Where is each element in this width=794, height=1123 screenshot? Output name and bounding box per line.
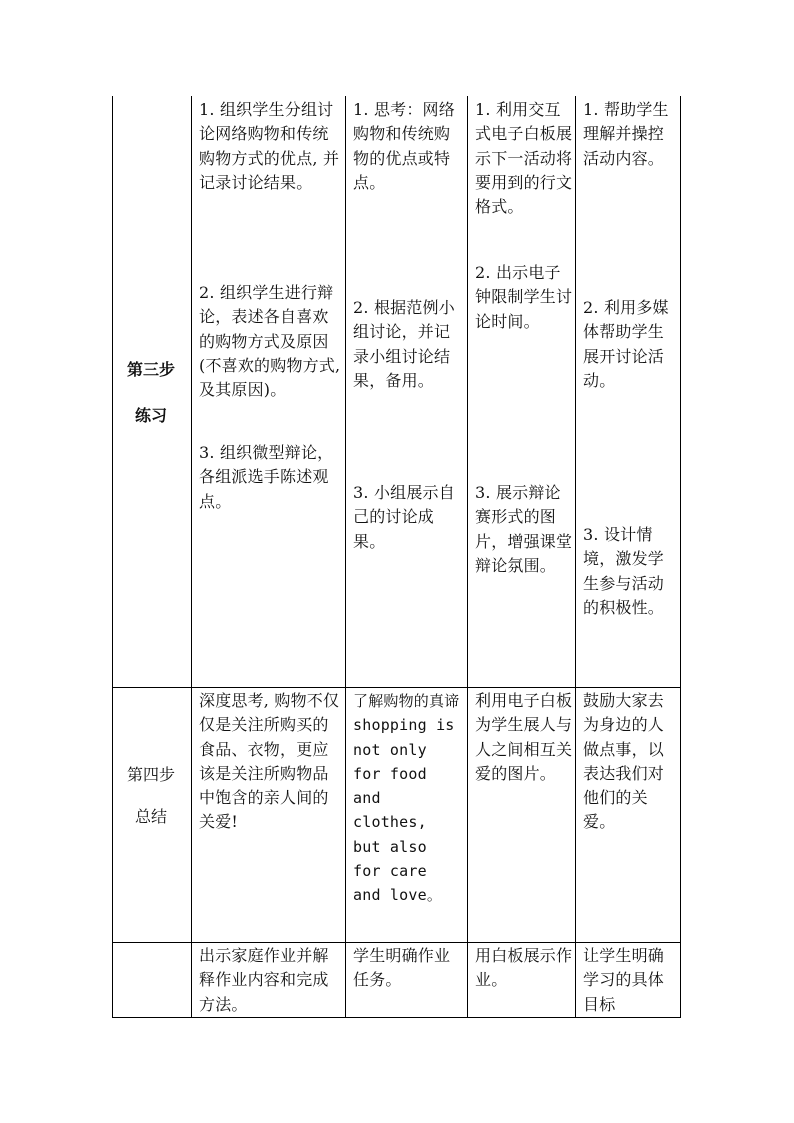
column-divider: [575, 96, 576, 1018]
row3-student-1: 1. 思考：网络购物和传统购物的优点或特点。: [353, 100, 455, 192]
row4-purpose: 鼓励大家去为身边的人做点事，以表达我们对他们的关爱。: [583, 691, 665, 832]
row5-teacher: 出示家庭作业并解释作业内容和完成方法。: [199, 946, 329, 1014]
row3-media-3: 3. 展示辩论 赛形式的图片，增强课堂辩论氛围。: [475, 483, 573, 575]
row3-teacher-1: 1. 组织学生分组讨论网络购物和传统购物方式的优点, 并记录讨论结果。: [199, 100, 340, 192]
row3-purpose-1: 1. 帮助学生理解并操控活动内容。: [583, 100, 669, 168]
row3-student-2: 2. 根据范例小组讨论，并记录小组讨论结果，备用。: [353, 298, 455, 390]
row5-purpose: 让学生明确学习的具体目标: [583, 946, 665, 1014]
row3-purpose-2: 2. 利用多媒体帮助学生展开讨论活动。: [583, 298, 669, 390]
table-border-right: [680, 96, 681, 1018]
row3-purpose-3: 3. 设计情境，激发学生参与活动的积极性。: [583, 525, 665, 617]
step-4-title: 第四步: [126, 765, 175, 784]
lesson-plan-table: [112, 96, 681, 1018]
step-4-subtitle: 总结: [134, 807, 167, 826]
table-border-bottom: [112, 1017, 681, 1018]
column-divider: [467, 96, 468, 1018]
row4-media: 利用电子白板为学生展人与人之间相互关爱的图片。: [475, 691, 573, 783]
row5-media: 用白板展示作业。: [475, 946, 573, 990]
step-3-subtitle: 练习: [134, 406, 167, 425]
row4-teacher: 深度思考, 购物不仅仅是关注所购买的食品、衣物，更应该是关注所购物品中饱含的亲人间的关爱!: [199, 691, 340, 832]
row3-student-3: 3. 小组展示自己的讨论成果。: [353, 483, 455, 551]
row3-media-2: 2. 出示电子钟限制学生讨论时间。: [475, 263, 573, 331]
row5-student: 学生明确作业任务。: [353, 946, 451, 990]
row-divider: [112, 942, 681, 943]
row3-media-1: 1. 利用交互式电子白板展示下一活动将要用到的行文格式。: [475, 100, 573, 217]
row4-student: 了解购物的真谛 shopping is not only for food and clothes, but also for care and love。: [353, 692, 460, 905]
column-divider: [191, 96, 192, 1018]
step-3-title: 第三步: [126, 360, 175, 379]
row3-teacher-2: 2. 组织学生进行辩论，表述各自喜欢的购物方式及原因(不喜欢的购物方式,及其原因)。: [199, 283, 341, 400]
table-border-left: [112, 96, 113, 1018]
row-divider: [112, 687, 681, 688]
row3-teacher-3: 3. 组织微型辩论，各组派选手陈述观点。: [199, 443, 334, 511]
column-divider: [345, 96, 346, 1018]
